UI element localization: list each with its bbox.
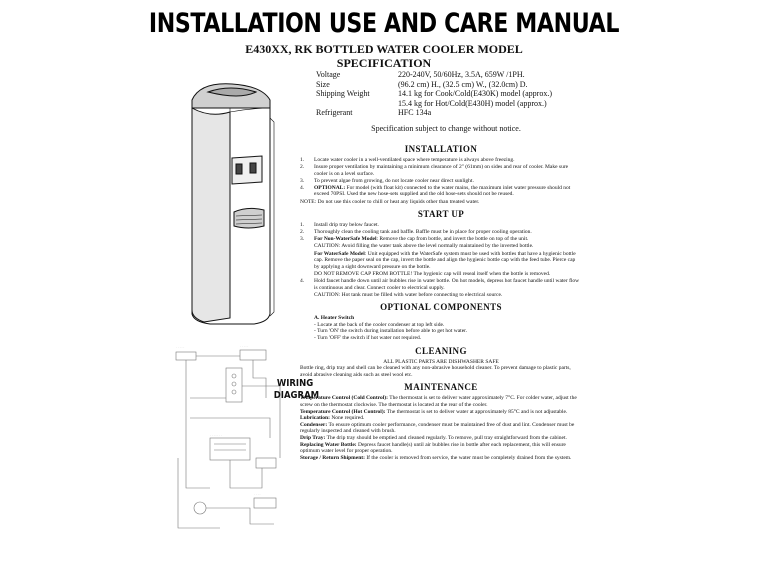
spec-row	[316, 108, 616, 118]
spec-value: 15.4 kg for Hot/Cold(E430H) model (approx.)	[398, 98, 547, 108]
startup-list-cont	[300, 278, 582, 291]
maintenance-item-text: Depress faucet handle(s) until air bubbles rise in bottle after each replacement, this will ensure optimum water level for proper operation.	[300, 441, 566, 455]
model-title: E430XX, RK BOTTLED WATER COOLER MODEL	[245, 42, 523, 56]
watersafe-text: : Unit equipped with the WaterSafe system must be used with bottles that have a hygienic bottle cap. Remove the paper seal on the cap, invert the bottle and align the hygienic bottle cap with the feed tube. Pierce cap by applying a sight downward pressure on the bottle.	[314, 250, 576, 270]
list-item	[300, 229, 582, 236]
item-number: 2.	[300, 229, 305, 236]
spec-value: 14.1 kg for Cook/Cold(E430K) model (approx.)	[398, 89, 552, 98]
maintenance-item-text: The drip tray should be emptied and cleaned regularly. To remove, pull tray straightforward from the cabinet.	[325, 434, 567, 441]
maintenance-item	[300, 442, 582, 455]
list-item	[300, 178, 582, 185]
option-line: - Turn 'ON' the switch during installation before able to get hot water.	[314, 328, 468, 335]
installation-list	[300, 157, 582, 198]
wiring-label-line: DIAGRAM	[273, 390, 320, 401]
item-number: 4.	[300, 277, 305, 284]
startup-list	[300, 222, 582, 243]
maintenance-item	[300, 455, 582, 462]
item-text: Thoroughly clean the cooling tank and baffle. Baffle must be in place for proper cooling operation.	[314, 229, 532, 236]
maintenance-item	[300, 395, 582, 408]
list-item	[300, 236, 582, 243]
list-item	[300, 164, 582, 177]
maintenance-item	[300, 422, 582, 435]
spec-value: 220-240V, 50/60Hz, 3.5A, 659W /1PH.	[398, 70, 525, 79]
spec-row	[316, 80, 616, 90]
manual-title: INSTALLATION USE AND CARE MANUAL	[148, 8, 620, 39]
list-item	[300, 278, 582, 291]
spec-label: Shipping Weight	[316, 89, 370, 98]
heater-switch-subheading: A. Heater Switch	[314, 315, 355, 322]
maintenance-item-lead: Temperature Control (Hot Control):	[300, 408, 386, 415]
maintenance-item-lead: Condenser:	[300, 421, 328, 428]
option-line: - Turn 'OFF' the switch if hot water not required.	[314, 334, 422, 341]
cleaning-subheading: ALL PLASTIC PARTS ARE DISHWASHER SAFE	[383, 358, 499, 365]
spec-row	[316, 70, 616, 80]
item-number: 2.	[300, 164, 305, 171]
item-bold-lead: For Non-WaterSafe Model	[314, 236, 377, 243]
svg-text:· · · · · · ·: · · · · · · ·	[210, 433, 222, 437]
maintenance-item-lead: Replacing Water Bottle:	[300, 441, 357, 448]
maintenance-item-text: If the cooler is removed from service, the water must be completely drained from the system.	[364, 454, 572, 461]
maintenance-item-text: The thermostat is set to deliver water approximately 7°C. For colder water, adjust the screw on the thermostat clockwise. The thermostat is located at the rear of the cooler.	[300, 395, 577, 408]
spec-row	[316, 99, 616, 109]
maintenance-item-lead: Drip Tray:	[300, 434, 326, 441]
installation-heading: INSTALLATION	[404, 144, 478, 154]
maintenance-item-lead: Temperature Control (Cold Control):	[300, 395, 388, 402]
item-text: Install drip tray below faucet.	[314, 222, 379, 229]
specification-table	[316, 70, 616, 118]
item-text: : Remove the cap from bottle, and invert the bottle on top of the unit.	[376, 236, 529, 243]
startup-warning: DO NOT REMOVE CAP FROM BOTTLE! The hygienic cap will reseal itself when the bottle is removed.	[314, 270, 551, 277]
watersafe-lead: For WaterSafe Model	[314, 250, 365, 257]
cleaning-heading: CLEANING	[415, 345, 467, 356]
maintenance-item	[300, 435, 582, 442]
specification-heading: SPECIFICATION	[336, 56, 432, 70]
list-item	[300, 185, 582, 198]
spec-value: HFC 134a	[398, 108, 432, 117]
cleaning-text: Bottle ring, drip tray and shell can be cleaned with any non-abrasive household cleaner. To prevent damage to plastic parts, avoid abrasive cleaning aids such as steel wool etc.	[300, 365, 571, 378]
wiring-label-line: WIRING	[276, 378, 314, 389]
list-item	[300, 157, 582, 164]
item-number: 3.	[300, 236, 305, 243]
installation-note: NOTE: Do not use this cooler to chill or heat any liquids other than treated water.	[300, 198, 480, 205]
svg-text:· · · · ·: · · · · ·	[176, 345, 185, 349]
item-number: 1.	[300, 222, 305, 229]
spec-row	[316, 89, 616, 99]
optional-components-heading: OPTIONAL COMPONENTS	[380, 302, 502, 313]
svg-text:· · · ·: · · · ·	[254, 492, 261, 496]
specification-note: Specification subject to change without notice.	[371, 124, 521, 133]
wiring-diagram	[170, 338, 292, 538]
item-text: To prevent algae from growing, do not locate cooler near direct sunlight.	[314, 177, 474, 184]
item-number: 4.	[300, 184, 305, 191]
svg-text:· · · · ·: · · · · ·	[240, 344, 249, 348]
option-line: - Locate at the back of the cooler condenser at top left side.	[314, 321, 445, 328]
list-item	[300, 222, 582, 229]
startup-caution: CAUTION: Avoid filling the water tank above the level normally maintained by the inverted bottle.	[314, 243, 534, 250]
item-text: Insure proper ventilation by maintaining a minimum clearance of 2" (61mm) on sides and rear of cooler. Make sure cooler is on a level surface.	[314, 164, 569, 177]
maintenance-item	[300, 415, 582, 422]
spec-label: Refrigerant	[316, 108, 353, 117]
item-text: For model (with float kit) connected to the water mains, the maximum inlet water pressure should not exceed 70PSI. Used the new hose-sets supplied and the old hose-sets should not be reused.	[314, 184, 571, 198]
manual-sections	[300, 140, 582, 461]
spec-value: (96.2 cm) H., (32.5 cm) W., (32.0cm) D.	[398, 79, 528, 89]
maintenance-item-lead: Storage / Return Shipment:	[300, 454, 365, 461]
maintenance-item-text: The thermostat is set to deliver water at approximately 85°C and is not adjustable.	[385, 408, 568, 415]
item-text: Hold faucet handle down until air bubbles rise in water bottle. On hot models, depress hot faucet handle until water flow is continuous and clear. Connect cooler to electrical supply.	[314, 277, 580, 291]
maintenance-item-text: None required.	[329, 415, 365, 422]
spec-label: Size	[316, 79, 330, 89]
startup-heading: START UP	[417, 209, 465, 220]
item-bold-lead: OPTIONAL:	[314, 184, 346, 191]
spec-label	[316, 99, 398, 109]
spec-label: Voltage	[316, 70, 341, 79]
maintenance-item-text: To ensure optimum cooler performance, condenser must be maintained free of dust and lint. Condenser must be regularly inspected and cleaned with brush.	[300, 421, 575, 435]
item-text: Locate water cooler in a well-ventilated space where temperature is always above freezing.	[314, 157, 515, 163]
maintenance-item	[300, 409, 582, 416]
maintenance-heading: MAINTENANCE	[404, 382, 478, 393]
maintenance-item-lead: Lubrication:	[300, 415, 330, 422]
water-cooler-illustration	[170, 78, 290, 328]
item-number: 3.	[300, 177, 305, 184]
item-number: 1.	[300, 157, 305, 163]
startup-caution-hot: CAUTION: Hot tank must be filled with water before connecting to electrical source.	[314, 291, 503, 298]
watersafe-paragraph	[314, 251, 582, 271]
